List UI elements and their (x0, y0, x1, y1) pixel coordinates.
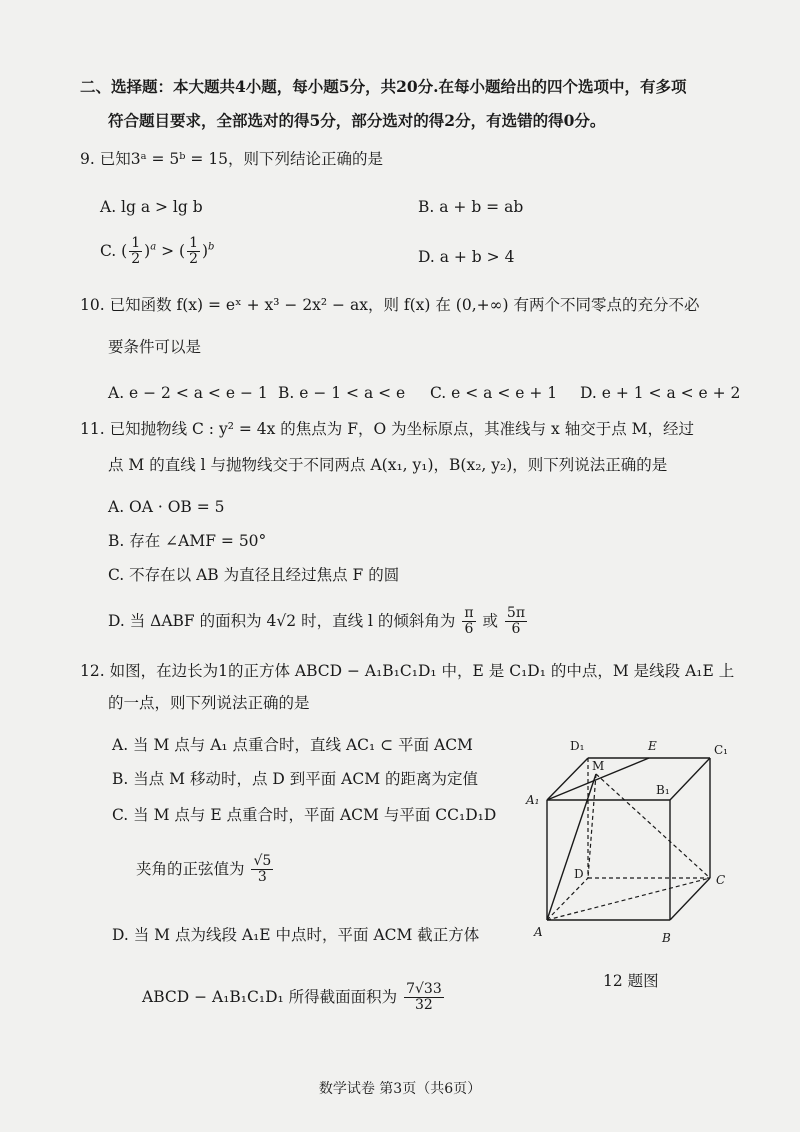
q11-frac-pi6: $\frac{\pi}{6}$ (464, 605, 474, 638)
q10-option-c: C. e < a < e + 1 (430, 384, 558, 402)
edge-a1d1 (547, 758, 588, 800)
q12-option-c-cont (136, 854, 275, 886)
q12-option-d: D. 当 M 点为线段 A₁E 中点时，平面 ACM 截正方体 (112, 926, 480, 944)
q12-frac-sqrt5-3: $\frac{√5}{3}$ (253, 853, 272, 886)
label-b: B (662, 931, 671, 945)
q10-number: 10. (80, 296, 105, 314)
q10-stem (80, 294, 700, 316)
q11-stem (80, 418, 694, 440)
q12-option-c-cont-text: 夹角的正弦值为 (136, 859, 245, 878)
q12-option-a: A. 当 M 点与 A₁ 点重合时，直线 AC₁ ⊂ 平面 ACM (112, 736, 473, 754)
line-mc-hidden (596, 774, 710, 878)
q12-cube-figure (520, 732, 730, 952)
line-md-hidden (588, 774, 596, 878)
q12-option-d-cont-text: ABCD − A₁B₁C₁D₁ 所得截面面积为 (142, 987, 398, 1006)
edge-ad-hidden (547, 878, 588, 920)
q12-stem-cont: 的一点，则下列说法正确的是 (108, 694, 310, 712)
q9-option-a: A. lg a > lg b (100, 198, 203, 216)
q9-option-c: C. ( $\frac{1}{2}$ )$^a$ > ( $\frac{1}{2}$ )$^b$ (100, 235, 215, 268)
q11-option-b: B. 存在 ∠AMF = 50° (108, 532, 267, 550)
q12-option-b: B. 当点 M 移动时，点 D 到平面 ACM 的距离为定值 (112, 770, 479, 788)
q9-number: 9. (80, 150, 95, 168)
line-am (547, 774, 596, 920)
q12-stem (80, 660, 734, 682)
edge-bc (670, 878, 710, 920)
q10-option-b: B. e − 1 < a < e (278, 384, 406, 402)
figure-caption: 12 题图 (603, 972, 659, 990)
q11-frac-5pi6: $\frac{5\pi}{6}$ (506, 605, 526, 638)
q12-frac-area: $\frac{7√33}{32}$ (406, 981, 442, 1014)
q12-number: 12. (80, 662, 105, 680)
q11-option-d-or: 或 (482, 611, 498, 630)
q11-text: 已知抛物线 C : y² = 4x 的焦点为 F，O 为坐标原点，其准线与 x 轴交于点 M，经过 (109, 420, 695, 438)
label-d1: D₁ (570, 739, 585, 753)
q9-stem (80, 148, 383, 170)
q11-option-c: C. 不存在以 AB 为直径且经过焦点 F 的圆 (108, 566, 400, 584)
q11-stem-cont: 点 M 的直线 l 与抛物线交于不同两点 A(x₁, y₁)，B(x₂, y₂)，则下列说法正确的是 (108, 456, 668, 474)
label-a: A (534, 925, 543, 939)
label-e: E (648, 739, 657, 753)
q11-option-d (108, 606, 529, 638)
label-m: M (592, 759, 605, 773)
line-ac-hidden (547, 878, 710, 920)
q9-text: 已知3ᵃ = 5ᵇ = 15，则下列结论正确的是 (99, 150, 384, 168)
label-c1: C₁ (714, 743, 728, 757)
label-d: D (574, 867, 584, 881)
q10-text: 已知函数 f(x) = eˣ + x³ − 2x² − ax，则 f(x) 在 (0,+∞) 有两个不同零点的充分不必 (109, 296, 700, 314)
q9-option-b: B. a + b = ab (418, 198, 524, 216)
q9-option-d: D. a + b > 4 (418, 248, 515, 266)
q12-option-d-cont (142, 982, 446, 1014)
label-c: C (716, 873, 726, 887)
q10-option-a: A. e − 2 < a < e − 1 (108, 384, 268, 402)
q12-option-c: C. 当 M 点与 E 点重合时，平面 ACM 与平面 CC₁D₁D (112, 806, 497, 824)
q9-frac-half-2: $\frac{1}{2}$ (189, 235, 198, 268)
q11-option-d-text: D. 当 ΔABF 的面积为 4√2 时，直线 l 的倾斜角为 (108, 611, 456, 630)
q9-frac-half-1: $\frac{1}{2}$ (131, 235, 141, 268)
q11-option-a: A. OA · OB = 5 (108, 498, 225, 516)
label-a1: A₁ (526, 793, 540, 807)
q10-option-d: D. e + 1 < a < e + 2 (580, 384, 741, 402)
q11-number: 11. (80, 420, 105, 438)
page-footer: 数学试卷 第3页（共6页） (318, 1081, 482, 1097)
q10-stem-cont: 要条件可以是 (108, 338, 202, 356)
label-b1: B₁ (656, 783, 670, 797)
edge-b1c1 (670, 758, 710, 800)
q12-text: 如图，在边长为1的正方体 ABCD − A₁B₁C₁D₁ 中，E 是 C₁D₁ 的中点，M 是线段 A₁E 上 (109, 662, 735, 680)
q9-option-c-label: C. (100, 241, 117, 260)
section-title-cont: 符合题目要求，全部选对的得5分，部分选对的得2分，有选错的得0分。 (108, 111, 606, 130)
section-title: 二、选择题：本大题共4小题，每小题5分，共20分.在每小题给出的四个选项中，有多项 (80, 77, 687, 96)
